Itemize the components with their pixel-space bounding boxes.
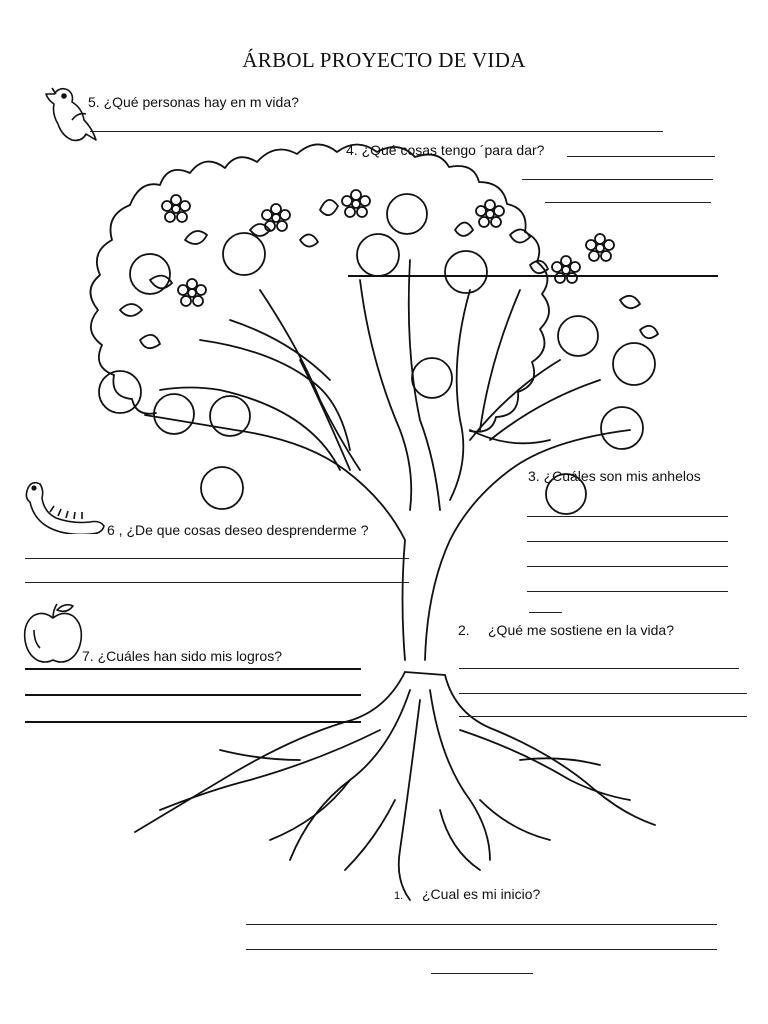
answer-line-q4-4[interactable] (348, 275, 718, 277)
question-4-label: 4. ¿Qué cosas tengo ´para dar? (346, 142, 545, 158)
answer-line-q2-1[interactable] (459, 668, 739, 669)
question-3-label: 3. ¿Cuáles son mis anhelos (528, 468, 701, 484)
answer-line-q5[interactable] (90, 131, 663, 132)
answer-line-q1-2[interactable] (246, 949, 717, 950)
answer-line-q1-3[interactable] (431, 973, 533, 974)
answer-line-q6-2[interactable] (25, 582, 409, 583)
answer-line-q4-3[interactable] (545, 202, 711, 203)
answer-line-q1-1[interactable] (246, 924, 717, 925)
worm-icon (20, 478, 106, 534)
question-2-label: ¿Qué me sostiene en la vida? (488, 622, 674, 638)
apple-icon (20, 600, 86, 666)
answer-line-q3-2[interactable] (527, 541, 728, 542)
answer-line-q2-3[interactable] (459, 716, 747, 717)
answer-line-q3-1[interactable] (527, 516, 728, 517)
question-5-label: 5. ¿Qué personas hay en m vida? (88, 94, 299, 110)
answer-line-q3-5[interactable] (529, 612, 562, 613)
answer-line-q2-2[interactable] (459, 693, 747, 694)
question-1-number: 1. (394, 890, 404, 902)
question-2-number: 2. (458, 622, 470, 638)
page-title: ÁRBOL PROYECTO DE VIDA (242, 48, 526, 72)
answer-line-q6-1[interactable] (25, 558, 409, 559)
question-6-label: 6 , ¿De que cosas deseo desprenderme ? (107, 522, 369, 538)
answer-line-q4-1[interactable] (567, 156, 715, 157)
question-1-label: ¿Cual es mi inicio? (422, 886, 541, 902)
answer-line-q7-2[interactable] (25, 694, 361, 696)
answer-line-q7-3[interactable] (25, 721, 361, 723)
question-7-label: 7. ¿Cuáles han sido mis logros? (82, 648, 282, 664)
answer-line-q7-1[interactable] (25, 668, 361, 670)
answer-line-q3-4[interactable] (527, 591, 728, 592)
answer-line-q4-2[interactable] (522, 179, 713, 180)
answer-line-q3-3[interactable] (527, 566, 728, 567)
